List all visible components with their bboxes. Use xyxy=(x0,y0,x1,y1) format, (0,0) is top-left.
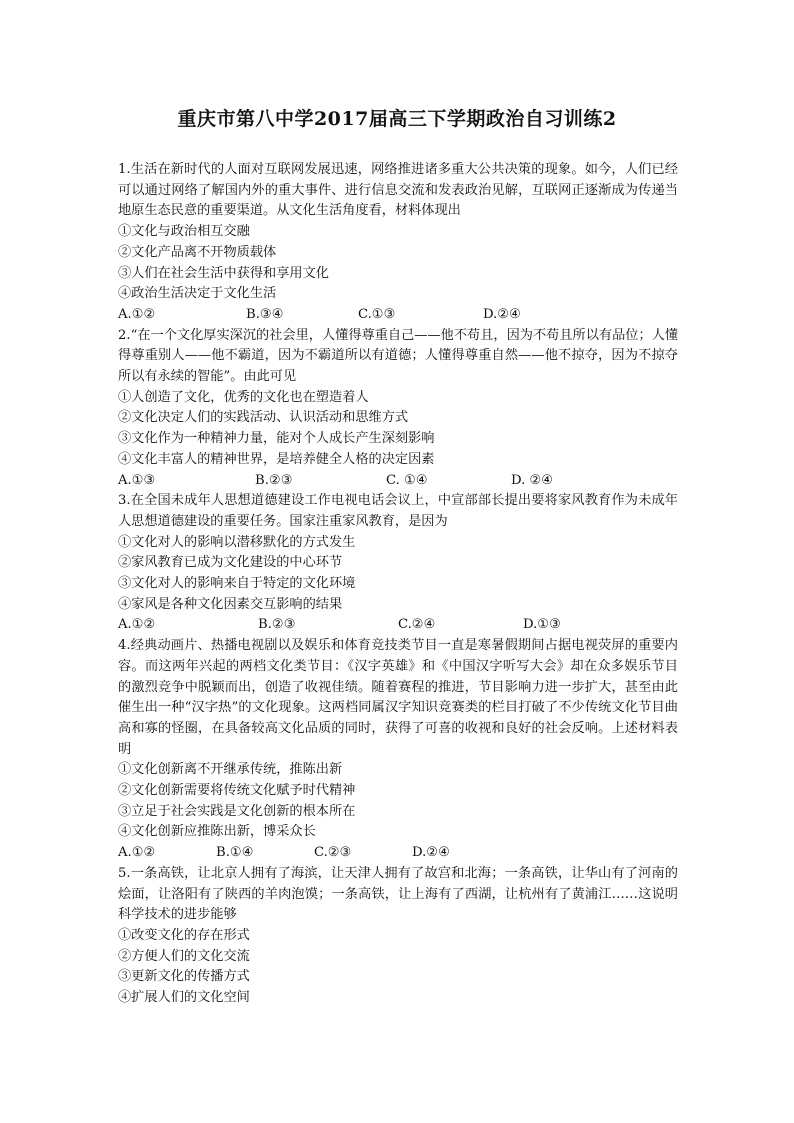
document-title: 重庆市第八中学2017届高三下学期政治自习训练2 xyxy=(177,108,617,130)
answer-choice-b: B.②③ xyxy=(258,617,296,633)
option-item: ①改变文化的存在形式 xyxy=(118,927,250,943)
question-5 xyxy=(118,864,678,1009)
option-item: ①文化与政治相互交融 xyxy=(118,224,250,240)
question-2 xyxy=(118,326,678,492)
answer-choice-d: D.②④ xyxy=(412,845,450,861)
option-item: ①人创造了文化，优秀的文化也在塑造着人 xyxy=(118,389,369,405)
option-item: ④政治生活决定于文化生活 xyxy=(118,286,277,302)
option-item: ②文化决定人们的实践活动、认识活动和思维方式 xyxy=(118,410,409,426)
answer-choice-c: C.②④ xyxy=(398,617,436,633)
option-item: ④文化丰富人的精神世界，是培养健全人格的决定因素 xyxy=(118,451,435,467)
option-item: ③立足于社会实践是文化创新的根本所在 xyxy=(118,803,356,819)
answer-choice-b: B.①④ xyxy=(216,845,254,861)
option-item: ③文化作为一种精神力量，能对个人成长产生深刻影响 xyxy=(118,431,435,447)
answer-choices xyxy=(118,843,678,864)
option-item: ④扩展人们的文化空间 xyxy=(118,990,250,1006)
answer-choice-a: A.①② xyxy=(118,617,156,633)
answer-choice-a: A.①② xyxy=(118,845,156,861)
option-item: ③文化对人的影响来自于特定的文化环境 xyxy=(118,576,356,592)
answer-choice-c: C.②③ xyxy=(314,845,352,861)
question-4 xyxy=(118,636,678,864)
option-item: ③更新文化的传播方式 xyxy=(118,969,250,985)
option-item: ①文化创新离不开继承传统，推陈出新 xyxy=(118,762,343,778)
question-stem: 2.“在一个文化厚实深沉的社会里，人懂得尊重自己——他不苟且，因为不苟且所以有品位；人懂得尊重别人——他不霸道，因为不霸道所以有道德；人懂得尊重自然——他不掠夺，因为不掠夺所以有永续的智能”。由此可见 xyxy=(118,327,679,385)
option-item: ②文化创新需要将传统文化赋予时代精神 xyxy=(118,783,356,799)
question-stem: 4.经典动画片、热播电视剧以及娱乐和体育竞技类节目一直是寒暑假期间占据电视荧屏的重要内容。而这两年兴起的两档文化类节目：《汉字英雄》和《中国汉字听写大会》却在众多娱乐节目的激烈竞争中脱颖而出，创造了收视佳绩。随着赛程的推进，节目影响力进一步扩大，甚至由此催生出一种“汉字热”的文化现象。这两档同属汉字知识竞赛类的栏目打破了不少传统文化节目曲高和寡的怪圈，在具备较高文化品质的同时，获得了可喜的收视和良好的社会反响。上述材料表明 xyxy=(118,638,678,757)
answer-choice-c: C.①③ xyxy=(358,306,396,322)
answer-choice-d: D. ②④ xyxy=(511,472,554,488)
question-3 xyxy=(118,491,678,636)
question-list xyxy=(118,160,678,1009)
answer-choices xyxy=(118,471,678,492)
option-item: ②文化产品离不开物质载体 xyxy=(118,244,277,260)
answer-choices xyxy=(118,305,678,326)
answer-choices xyxy=(118,615,678,636)
question-1 xyxy=(118,160,678,326)
answer-choice-b: B.③④ xyxy=(246,306,284,322)
question-stem: 3.在全国未成年人思想道德建设工作电视电话会议上，中宣部部长提出要将家风教育作为未成年人思想道德建设的重要任务。国家注重家风教育，是因为 xyxy=(118,493,678,529)
option-item: ①文化对人的影响以潜移默化的方式发生 xyxy=(118,534,356,550)
question-stem: 1.生活在新时代的人面对互联网发展迅速，网络推进诸多重大公共决策的现象。如今，人们已经可以通过网络了解国内外的重大事件、进行信息交流和发表政治见解，互联网正逐渐成为传递当地原生态民意的重要渠道。从文化生活角度看，材料体现出 xyxy=(118,162,678,219)
option-item: ④文化创新应推陈出新，博采众长 xyxy=(118,824,316,840)
answer-choice-d: D.①③ xyxy=(523,617,561,633)
option-item: ③人们在社会生活中获得和享用文化 xyxy=(118,265,329,281)
answer-choice-b: B.②③ xyxy=(255,472,293,488)
answer-choice-c: C. ①④ xyxy=(386,472,428,488)
answer-choice-a: A.①③ xyxy=(118,472,156,488)
option-item: ②方便人们的文化交流 xyxy=(118,948,250,964)
answer-choice-a: A.①② xyxy=(118,306,156,322)
option-item: ②家风教育已成为文化建设的中心环节 xyxy=(118,555,343,571)
answer-choice-d: D.②④ xyxy=(483,306,521,322)
option-item: ④家风是各种文化因素交互影响的结果 xyxy=(118,596,343,612)
question-stem: 5.一条高铁，让北京人拥有了海滨，让天津人拥有了故宫和北海；一条高铁，让华山有了河南的烩面，让洛阳有了陕西的羊肉泡馍；一条高铁，让上海有了西湖，让杭州有了黄浦江……这说明科学技术的进步能够 xyxy=(118,865,678,923)
